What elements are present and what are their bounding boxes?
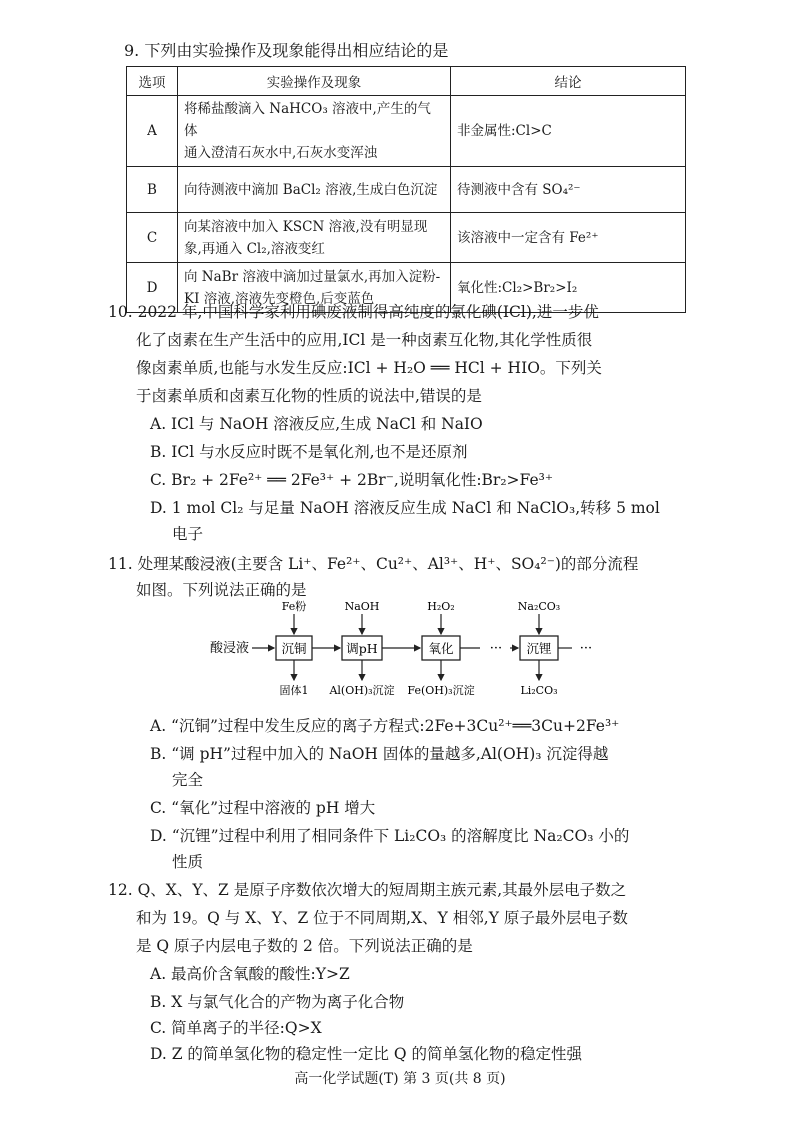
q10-option-c: C. Br₂ + 2Fe²⁺ ══ 2Fe³⁺ + 2Br⁻,说明氧化性:Br₂>Fe³⁺ [150, 471, 554, 489]
q12-stem-line: 12. Q、X、Y、Z 是原子序数依次增大的短周期主族元素,其最外层电子数之 [108, 881, 627, 899]
operation-line: 通入澄清石灰水中,石灰水变浑浊 [184, 145, 378, 161]
q11-option-d: D. “沉锂”过程中利用了相同条件下 Li₂CO₃ 的溶解度比 Na₂CO₃ 小的 [150, 827, 630, 845]
row-key: A [127, 96, 178, 167]
flow-step-oxidation: 氧化 [428, 641, 454, 656]
row-conclusion: 待测液中含有 SO₄²⁻ [451, 167, 686, 213]
q11-option-c: C. “氧化”过程中溶液的 pH 增大 [150, 799, 376, 817]
q10-option-a: A. ICl 与 NaOH 溶液反应,生成 NaCl 和 NaIO [150, 415, 483, 433]
product-li2co3: Li₂CO₃ [520, 684, 558, 697]
row-key: D [127, 263, 178, 313]
page-footer: 高一化学试题(T) 第 3 页(共 8 页) [294, 1071, 506, 1087]
operation-line: 向 NaBr 溶液中滴加过量氯水,再加入淀粉- [184, 268, 441, 285]
flow-step-copper: 沉铜 [281, 641, 307, 656]
row-conclusion: 非金属性:Cl>C [451, 96, 686, 167]
operation-line: 象,再通入 Cl₂,溶液变红 [184, 240, 325, 257]
q11-option-a: A. “沉铜”过程中发生反应的离子方程式:2Fe+3Cu²⁺══3Cu+2Fe³⁺ [150, 717, 620, 735]
q11-stem-line: 11. 处理某酸浸液(主要含 Li⁺、Fe²⁺、Cu²⁺、Al³⁺、H⁺、SO₄²⁻)的部分流程 [108, 555, 639, 573]
q10-option-b: B. ICl 与水反应时既不是氧化剂,也不是还原剂 [150, 443, 468, 461]
row-operation [178, 213, 451, 263]
row-conclusion: 氧化性:Cl₂>Br₂>I₂ [451, 263, 686, 313]
q9-title: 9. 下列由实验操作及现象能得出相应结论的是 [124, 41, 449, 60]
q12-option-d: D. Z 的简单氢化物的稳定性一定比 Q 的简单氢化物的稳定性强 [150, 1045, 582, 1063]
reagent-h2o2: H₂O₂ [427, 600, 455, 613]
row-key: C [127, 213, 178, 263]
operation-line: 将稀盐酸滴入 NaHCO₃ 溶液中,产生的气体 [184, 101, 431, 139]
q12-stem-line: 是 Q 原子内层电子数的 2 倍。下列说法正确的是 [136, 937, 473, 955]
product-feoh3: Fe(OH)₃沉淀 [407, 684, 475, 697]
operation-line: 向待测液中滴加 BaCl₂ 溶液,生成白色沉淀 [184, 181, 438, 198]
q11-option-d-cont: 性质 [172, 853, 204, 871]
q11-option-b: B. “调 pH”过程中加入的 NaOH 固体的量越多,Al(OH)₃ 沉淀得越 [150, 745, 609, 763]
product-aloh3: Al(OH)₃沉淀 [329, 684, 395, 697]
q10-option-d-cont: 电子 [172, 525, 204, 543]
table-row [127, 213, 686, 263]
reagent-na2co3: Na₂CO₃ [517, 600, 561, 613]
q12-option-a: A. 最高价含氧酸的酸性:Y>Z [150, 965, 350, 983]
product-solid-1: 固体1 [279, 684, 309, 697]
q11-option-b-cont: 完全 [172, 771, 204, 789]
row-operation [178, 167, 451, 213]
row-key: B [127, 167, 178, 213]
q10-stem-line: 化了卤素在生产生活中的应用,ICl 是一种卤素互化物,其化学性质很 [136, 331, 593, 349]
row-conclusion: 该溶液中一定含有 Fe²⁺ [451, 213, 686, 263]
header-option: 选项 [127, 67, 178, 96]
q10-stem-line: 10. 2022 年,中国科学家利用碘废液制得高纯度的氯化碘(ICl),进一步优 [108, 303, 599, 321]
q11-stem-line: 如图。下列说法正确的是 [136, 581, 307, 599]
table-row [127, 167, 686, 213]
reagent-fe-powder: Fe粉 [281, 600, 307, 613]
operation-line: KI 溶液,溶液先变橙色,后变蓝色 [184, 290, 375, 307]
header-conclusion: 结论 [451, 67, 686, 96]
flow-dots: ··· [489, 641, 503, 656]
q12-stem-line: 和为 19。Q 与 X、Y、Z 位于不同周期,X、Y 相邻,Y 原子最外层电子数 [136, 909, 628, 927]
q10-option-d: D. 1 mol Cl₂ 与足量 NaOH 溶液反应生成 NaCl 和 NaClO₃,转移 5 mol [150, 499, 660, 517]
flow-step-lithium: 沉锂 [526, 641, 552, 656]
flow-dots-end: ··· [579, 641, 593, 656]
q9-table [126, 66, 686, 313]
flow-input-label: 酸浸液 [210, 641, 250, 656]
table-row [127, 96, 686, 167]
process-flow-diagram [210, 598, 630, 708]
q10-stem-line: 像卤素单质,也能与水发生反应:ICl + H₂O ══ HCl + HIO。下列关 [136, 359, 602, 377]
operation-line: 向某溶液中加入 KSCN 溶液,没有明显现 [184, 218, 428, 235]
row-operation [178, 96, 451, 167]
header-operation: 实验操作及现象 [178, 67, 451, 96]
q12-option-b: B. X 与氯气化合的产物为离子化合物 [150, 993, 405, 1011]
q10-stem-line: 于卤素单质和卤素互化物的性质的说法中,错误的是 [136, 387, 482, 405]
flow-step-ph: 调pH [346, 641, 378, 656]
reagent-naoh: NaOH [344, 600, 380, 613]
q12-option-c: C. 简单离子的半径:Q>X [150, 1019, 322, 1037]
table-header-row [127, 67, 686, 96]
